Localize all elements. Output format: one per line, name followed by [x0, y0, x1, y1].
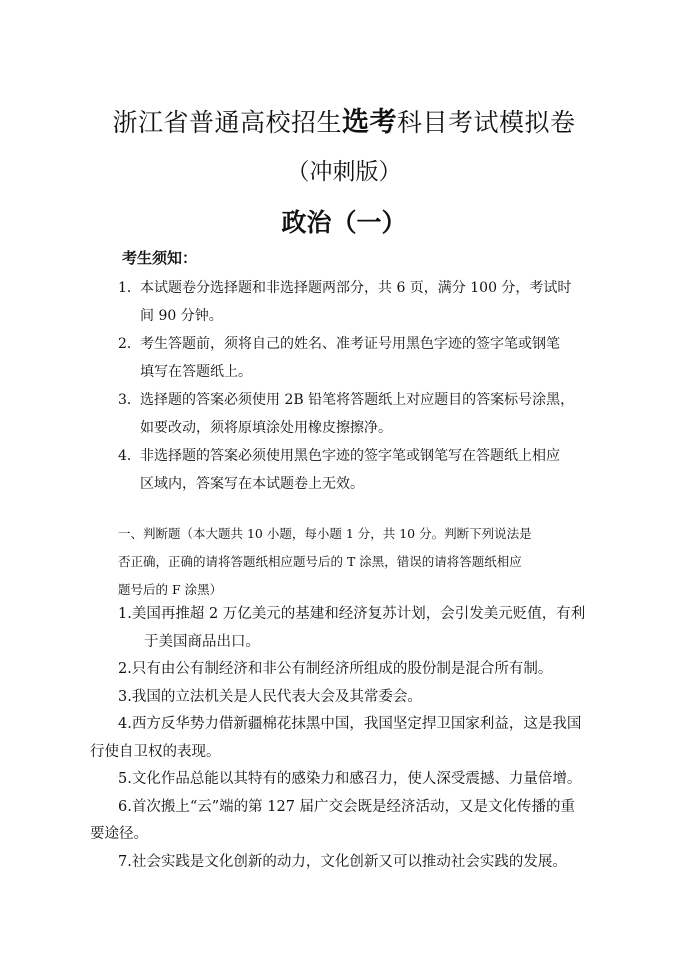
question-line: 1.美国再推超 2 万亿美元的基建和经济复苏计划，会引发美元贬值，有利	[118, 606, 586, 622]
question-line: 要途径。	[90, 826, 148, 842]
notice-item	[118, 274, 588, 330]
exam-subject: 政治（一）	[281, 208, 407, 237]
notice-item-number: 1．	[118, 280, 141, 296]
notice-item-line: 本试题卷分选择题和非选择题两部分，共 6 页，满分 100 分，考试时	[140, 280, 572, 296]
question-line: 7.社会实践是文化创新的动力，文化创新又可以推动社会实践的发展。	[118, 853, 567, 870]
title-part1: 浙江省普通高校招生	[112, 108, 342, 137]
notice-item-number: 2．	[118, 336, 141, 352]
title-part2: 选考	[342, 107, 397, 138]
notice-list	[118, 274, 588, 498]
question-line: 5.文化作品总能以其特有的感染力和感召力，使人深受震撼、力量倍增。	[118, 771, 582, 787]
notice-item-line: 填写在答题纸上。	[140, 364, 252, 380]
exam-title	[0, 100, 688, 139]
question-line: 4.西方反华势力借新疆棉花抹黑中国，我国坚定捍卫国家利益，这是我国	[118, 716, 582, 732]
notice-item-line: 间 90 分钟。	[140, 308, 223, 324]
question-line: 3.我国的立法机关是人民代表大会及其常委会。	[118, 688, 422, 705]
notice-item-number: 3．	[118, 392, 141, 408]
section-instructions	[118, 520, 588, 604]
question-line: 2.只有由公有制经济和非公有制经济所组成的股份制是混合所有制。	[118, 661, 553, 677]
notice-item-line: 非选择题的答案必须使用黑色字迹的签字笔或钢笔写在答题纸上相应	[140, 448, 560, 464]
question-list	[90, 601, 590, 876]
section-line: 否正确，正确的请将答题纸相应题号后的 T 涂黑，错误的请将答题纸相应	[118, 554, 522, 569]
question-item	[90, 794, 590, 849]
section-line: 一、判断题（本大题共 10 小题，每小题 1 分，共 10 分。判断下列说法是	[118, 526, 532, 541]
question-item	[90, 601, 590, 656]
notice-item-line: 考生答题前，须将自己的姓名、准考证号用黑色字迹的签字笔或钢笔	[140, 336, 560, 352]
question-line: 于美国商品出口。	[144, 633, 260, 650]
question-item	[90, 711, 590, 766]
notice-heading: 考生须知：	[122, 249, 198, 267]
notice-item-number: 4．	[118, 448, 141, 464]
question-item	[90, 766, 590, 794]
notice-item-line: 如要改动，须将原填涂处用橡皮擦擦净。	[140, 420, 392, 436]
notice-item-line: 选择题的答案必须使用 2B 铅笔将答题纸上对应题目的答案标号涂黑，	[140, 392, 575, 408]
section-line: 题号后的 F 涂黑）	[118, 582, 223, 597]
notice-item	[118, 330, 588, 386]
notice-item-line: 区域内，答案写在本试题卷上无效。	[140, 476, 364, 492]
question-item	[90, 684, 590, 712]
exam-subtitle: （冲刺版）	[286, 159, 402, 185]
notice-item	[118, 442, 588, 498]
title-part3: 科目考试模拟卷	[397, 108, 576, 137]
question-item	[90, 656, 590, 684]
notice-item	[118, 386, 588, 442]
question-line: 行使自卫权的表现。	[90, 743, 221, 760]
question-item	[90, 849, 590, 877]
question-line: 6.首次搬上“云”端的第 127 届广交会既是经济活动，又是文化传播的重	[118, 798, 576, 815]
